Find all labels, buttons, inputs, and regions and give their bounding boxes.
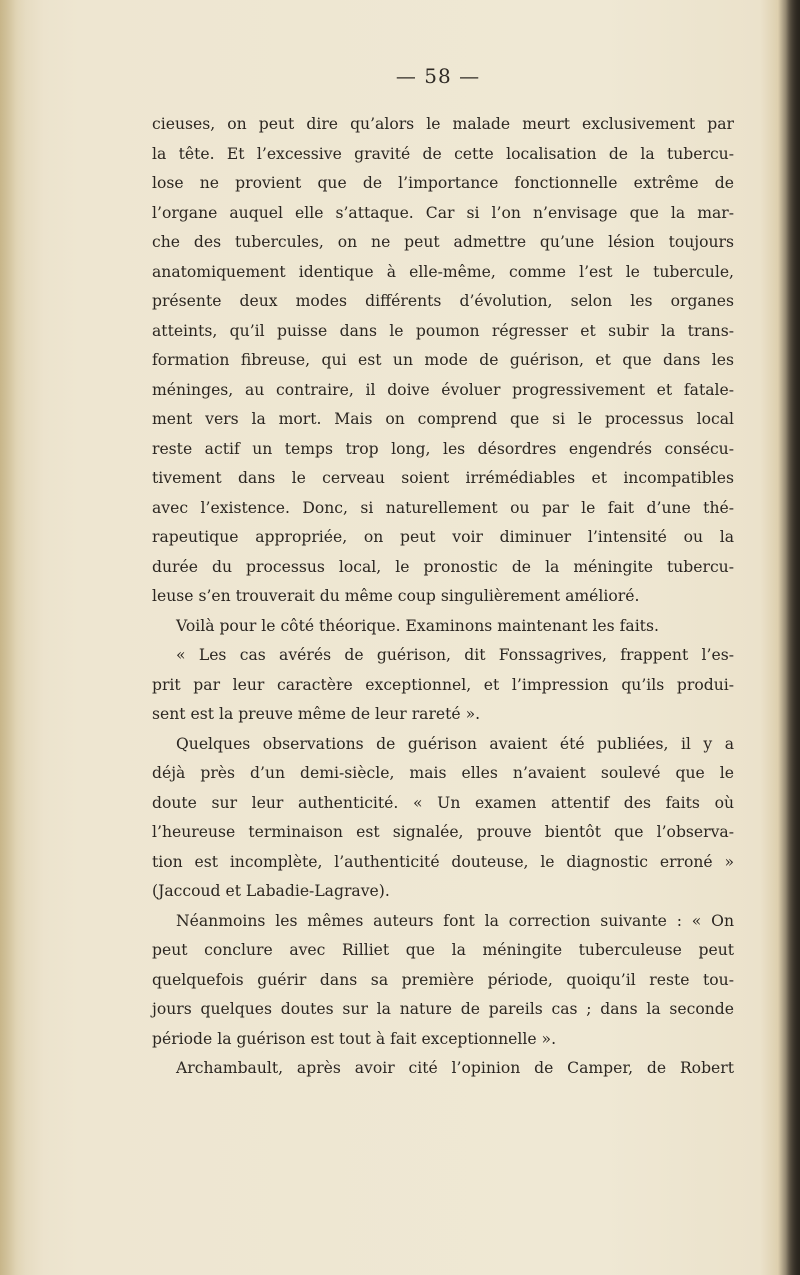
text-line: période la guérison est tout à fait exceptionnelle ». (152, 1029, 557, 1048)
body-text (152, 110, 734, 1084)
text-line: Voilà pour le côté théorique. Examinons maintenant les faits. (176, 616, 659, 635)
text-line: tion est incomplète, l’authenticité douteuse, le diagnostic erroné » (152, 852, 734, 871)
text-line: tivement dans le cerveau soient irrémédiables et incompatibles (152, 469, 734, 487)
text-line: atteints, qu’il puisse dans le poumon régresser et subir la trans- (152, 321, 734, 340)
text-line: che des tubercules, on ne peut admettre qu’une lésion toujours (152, 233, 734, 251)
text-line: lose ne provient que de l’importance fonctionnelle extrême de (152, 174, 734, 192)
text-line: l’heureuse terminaison est signalée, prouve bientôt que l’observa- (152, 823, 734, 841)
text-line: cieuses, on peut dire qu’alors le malade meurt exclusivement par (152, 115, 734, 133)
text-line: (Jaccoud et Labadie-Lagrave). (152, 882, 390, 900)
text-line: doute sur leur authenticité. « Un examen attentif des faits où (152, 793, 734, 812)
text-line: prit par leur caractère exceptionnel, et l’impression qu’ils produi- (152, 675, 734, 694)
page-number: — 58 — (395, 64, 481, 88)
text-line: présente deux modes différents d’évolution, selon les organes (152, 292, 734, 310)
text-line: peut conclure avec Rilliet que la méningite tuberculeuse peut (152, 941, 734, 959)
text-line: ment vers la mort. Mais on comprend que si le processus local (152, 410, 734, 428)
text-line: jours quelques doutes sur la nature de pareils cas ; dans la seconde (152, 1000, 734, 1018)
text-line: formation fibreuse, qui est un mode de guérison, et que dans les (152, 351, 734, 369)
text-line: anatomiquement identique à elle-même, comme l’est le tubercule, (152, 262, 734, 281)
text-line: sent est la preuve même de leur rareté ». (152, 705, 481, 723)
text-line: déjà près d’un demi-siècle, mais elles n’avaient soulevé que le (152, 764, 734, 782)
text-line: durée du processus local, le pronostic de la méningite tubercu- (152, 557, 734, 576)
text-line: méninges, au contraire, il doive évoluer progressivement et fatale- (152, 380, 734, 399)
text-line: Quelques observations de guérison avaient été publiées, il y a (176, 734, 734, 753)
text-line: leuse s’en trouverait du même coup singulièrement amélioré. (152, 587, 640, 605)
text-line: l’organe auquel elle s’attaque. Car si l’on n’envisage que la mar- (152, 203, 734, 222)
text-line: Archambault, après avoir cité l’opinion de Camper, de Robert (176, 1059, 734, 1077)
text-line: rapeutique appropriée, on peut voir diminuer l’intensité ou la (152, 528, 734, 546)
text-line: Néanmoins les mêmes auteurs font la correction suivante : « On (176, 911, 734, 930)
text-line: quelquefois guérir dans sa première période, quoiqu’il reste tou- (152, 970, 734, 989)
text-line: avec l’existence. Donc, si naturellement ou par le fait d’une thé- (152, 498, 734, 517)
page-edge-shadow (786, 0, 800, 1275)
text-line: reste actif un temps trop long, les désordres engendrés consécu- (152, 439, 734, 458)
page-gutter-shading (0, 0, 26, 1275)
text-line: la tête. Et l’excessive gravité de cette localisation de la tubercu- (152, 144, 734, 163)
text-line: « Les cas avérés de guérison, dit Fonssagrives, frappent l’es- (176, 646, 734, 664)
